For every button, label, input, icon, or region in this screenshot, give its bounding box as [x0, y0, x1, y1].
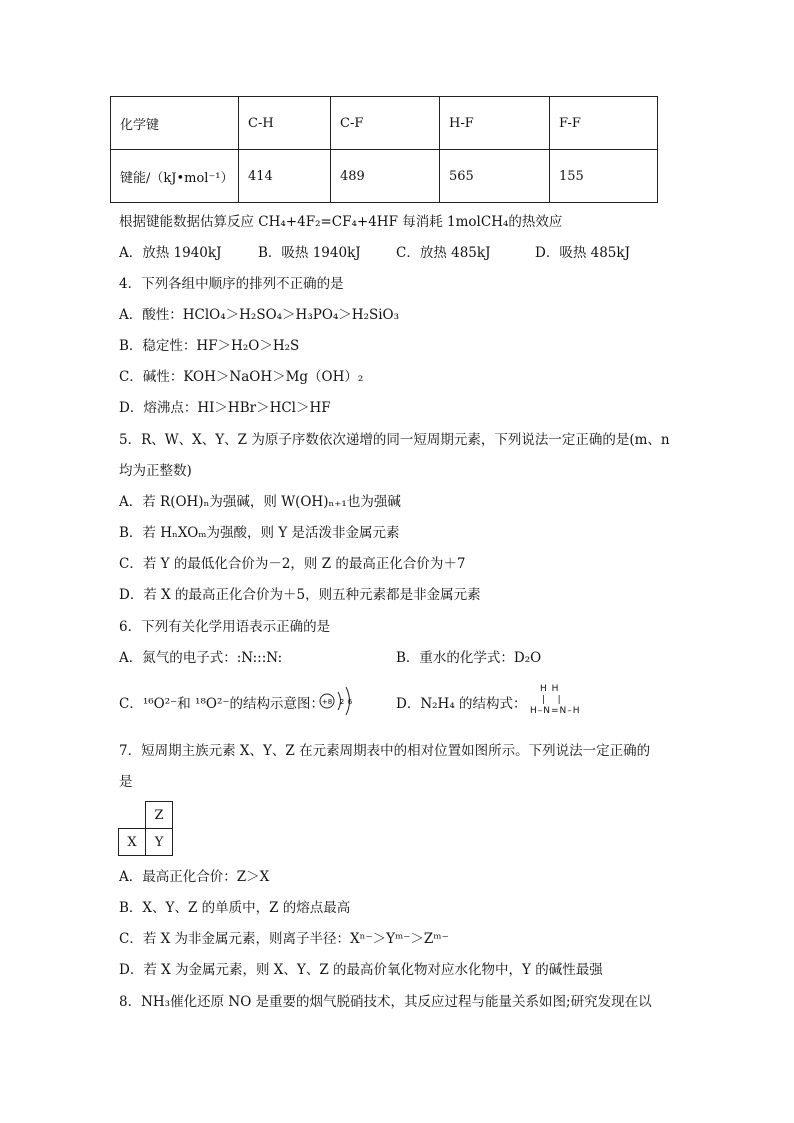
table-cell: 489 — [331, 150, 440, 203]
table-cell: C-H — [239, 97, 331, 150]
q7-option-a: A．最高正化合价：Z＞X — [119, 869, 270, 885]
q3-stem: 根据键能数据估算反应 CH₄+4F₂=CF₄+4HF 每消耗 1molCH₄的热效应 — [119, 214, 563, 230]
q5-option-b: B．若 HₙXOₘ为强酸，则 Y 是活泼非金属元素 — [119, 525, 400, 541]
q3-option-b: B．吸热 1940kJ — [258, 245, 361, 261]
structure-top-h: H H — [540, 684, 560, 694]
shell-count-2: 6 — [347, 698, 353, 706]
table-cell: 键能/（kJ•mol⁻¹） — [111, 150, 239, 203]
q6-option-b: B．重水的化学式：D₂O — [396, 650, 542, 666]
q7-stem-line2: 是 — [119, 774, 133, 790]
q7-option-d: D．若 X 为金属元素，则 X、Y、Z 的最高价氧化物对应水化物中，Y 的碱性最强 — [119, 962, 603, 978]
q5-option-d: D．若 X 的最高正化合价为＋5，则五种元素都是非金属元素 — [119, 587, 481, 603]
q5-stem-line2: 均为正整数) — [119, 463, 192, 479]
q7-option-b: B．X、Y、Z 的单质中，Z 的熔点最高 — [119, 900, 351, 916]
q3-option-d: D．吸热 485kJ — [535, 245, 630, 261]
periodic-position-grid — [118, 801, 173, 856]
shell-count-1: 2 — [339, 698, 345, 706]
table-cell: 414 — [239, 150, 331, 203]
table-cell: F-F — [550, 97, 658, 150]
grid-cell-y: Y — [146, 829, 173, 856]
q4-option-d: D．熔沸点：HI＞HBr＞HCl＞HF — [119, 400, 331, 416]
structure-bottom: H–N=N–H — [530, 706, 581, 716]
q3-option-c: C．放热 485kJ — [396, 245, 491, 261]
q5-option-c: C．若 Y 的最低化合价为－2，则 Z 的最高正化合价为＋7 — [119, 556, 466, 572]
atom-structure-diagram — [318, 680, 360, 722]
n2h4-structural-formula — [530, 684, 581, 717]
q8-stem: 8．NH₃催化还原 NO 是重要的烟气脱硝技术，其反应过程与能量关系如图;研究发现在以 — [119, 994, 652, 1010]
q6-stem: 6．下列有关化学用语表示正确的是 — [119, 619, 331, 635]
q4-stem: 4．下列各组中顺序的排列不正确的是 — [119, 276, 344, 292]
table-cell: 565 — [440, 150, 550, 203]
q5-option-a: A．若 R(OH)ₙ为强碱，则 W(OH)ₙ₊₁也为强碱 — [119, 494, 401, 510]
q4-option-b: B．稳定性：HF＞H₂O＞H₂S — [119, 338, 300, 354]
table-cell: 155 — [550, 150, 658, 203]
table-row — [111, 150, 658, 203]
q4-option-a: A．酸性：HClO₄＞H₂SO₄＞H₃PO₄＞H₂SiO₃ — [119, 307, 400, 323]
grid-cell-x: X — [119, 829, 146, 856]
q7-stem-line1: 7．短周期主族元素 X、Y、Z 在元素周期表中的相对位置如图所示。下列说法一定正确的 — [119, 743, 651, 759]
table-cell: H-F — [440, 97, 550, 150]
q6-option-a: A．氮气的电子式：:N:::N: — [119, 650, 283, 666]
table-row — [111, 97, 658, 150]
table-cell: 化学键 — [111, 97, 239, 150]
q4-option-c: C．碱性：KOH＞NaOH＞Mg（OH）₂ — [119, 369, 364, 385]
q6-option-c: C．¹⁶O²⁻和 ¹⁸O²⁻的结构示意图： — [119, 696, 324, 712]
q3-option-a: A．放热 1940kJ — [119, 245, 222, 261]
table-cell: C-F — [331, 97, 440, 150]
nucleus-charge: +8 — [321, 698, 333, 706]
q6-option-d: D．N₂H₄ 的结构式： — [396, 696, 527, 712]
bond-energy-table — [110, 96, 658, 203]
q5-stem-line1: 5．R、W、X、Y、Z 为原子序数依次递增的同一短周期元素，下列说法一定正确的是(m、n — [119, 432, 670, 448]
grid-empty-cell — [119, 802, 146, 829]
grid-cell-z: Z — [146, 802, 173, 829]
q7-option-c: C．若 X 为非金属元素，则离子半径：Xⁿ⁻＞Yᵐ⁻＞Zᵐ⁻ — [119, 931, 449, 947]
structure-bonds: | | — [542, 695, 562, 705]
